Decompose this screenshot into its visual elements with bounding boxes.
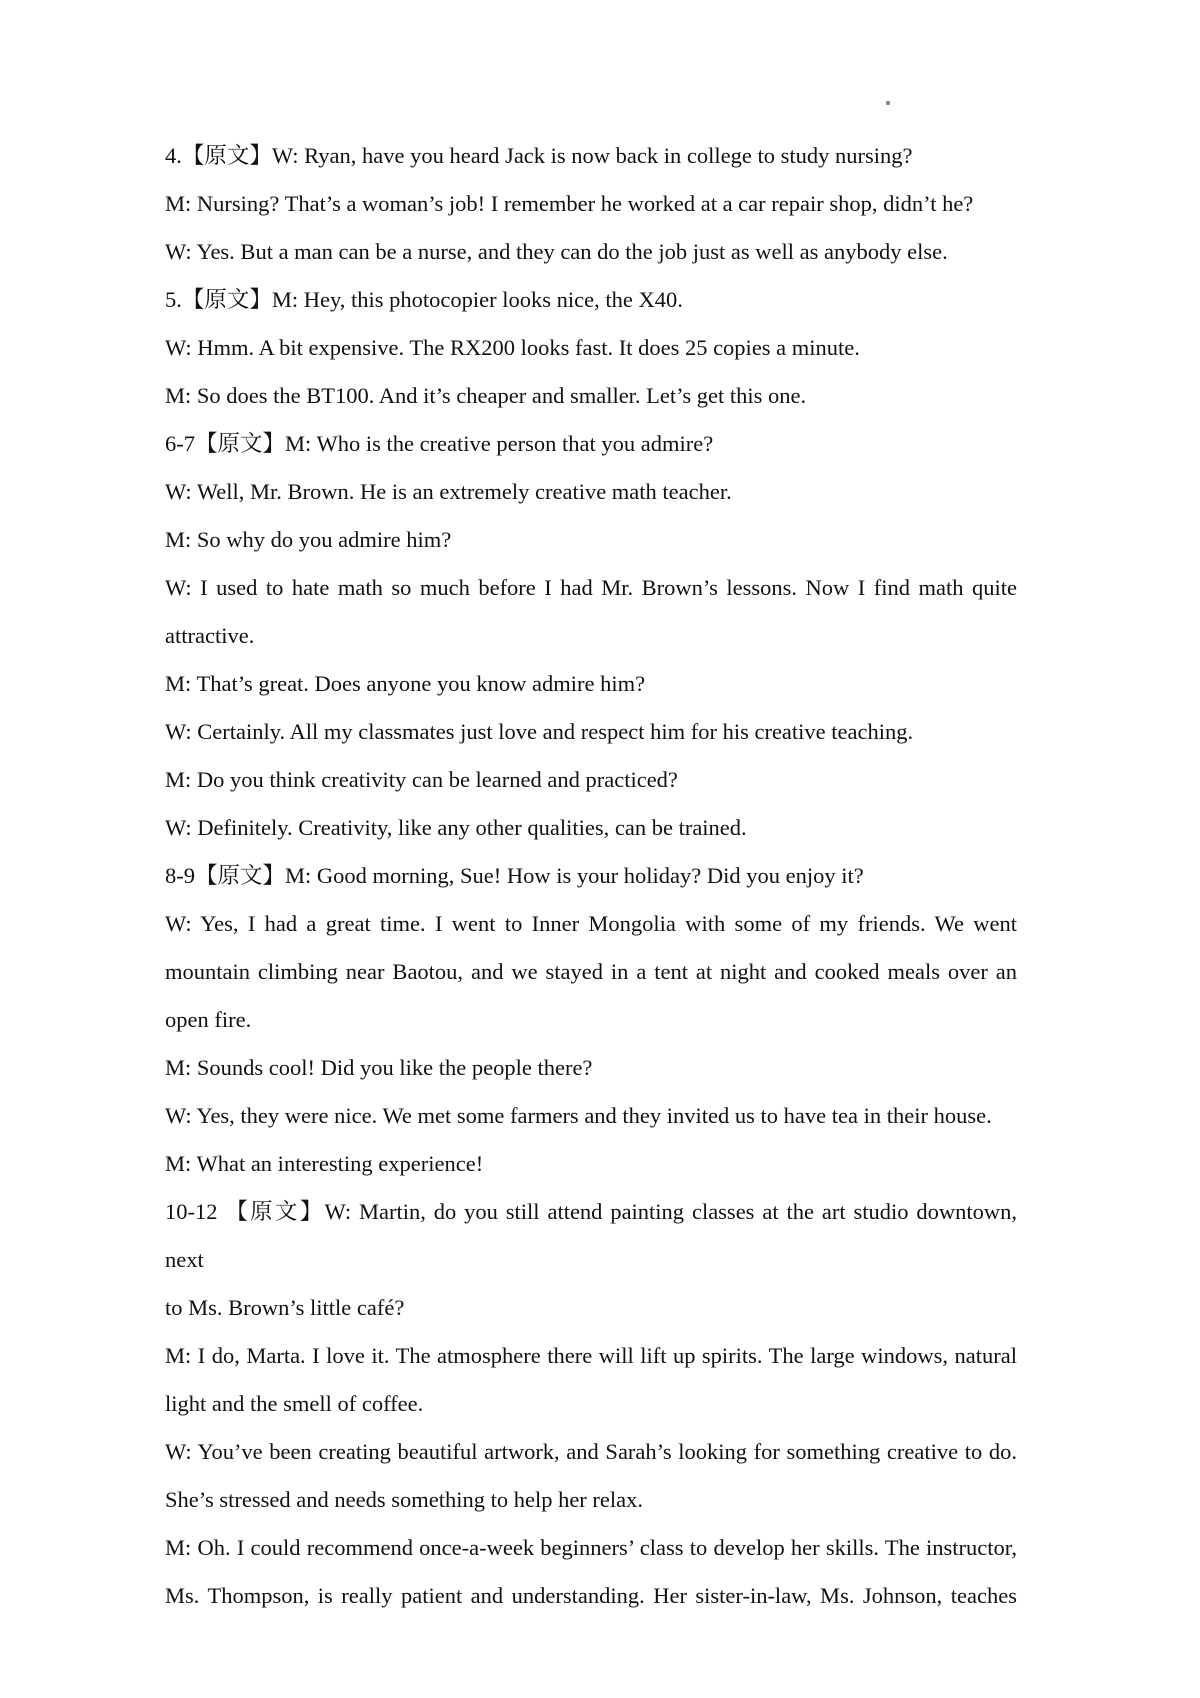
transcript-line: attractive.: [165, 623, 255, 648]
transcript-line: light and the smell of coffee.: [165, 1391, 424, 1416]
transcript-line: M: So why do you admire him?: [165, 527, 452, 552]
transcript-line: W: Yes. But a man can be a nurse, and they can do the job just as well as anybody else.: [165, 239, 948, 264]
transcript-line: W: I used to hate math so much before I had Mr. Brown’s lessons. Now I find math quite: [165, 575, 1017, 600]
transcript-line: M: Nursing? That’s a woman’s job! I remember he worked at a car repair shop, didn’t he?: [165, 191, 974, 216]
transcript-line: She’s stressed and needs something to help her relax.: [165, 1487, 644, 1512]
transcript-line: Ms. Thompson, is really patient and understanding. Her sister-in-law, Ms. Johnson, teaches: [165, 1583, 1017, 1608]
transcript-line: 5.【原文】M: Hey, this photocopier looks nice, the X40.: [165, 287, 683, 312]
transcript-line: M: So does the BT100. And it’s cheaper and smaller. Let’s get this one.: [165, 383, 807, 408]
transcript-line: 10-12 【原文】W: Martin, do you still attend painting classes at the art studio downtown, next: [165, 1199, 1017, 1272]
transcript-line: M: That’s great. Does anyone you know admire him?: [165, 671, 646, 696]
transcript-line: W: Well, Mr. Brown. He is an extremely creative math teacher.: [165, 479, 732, 504]
transcript-line: 8-9【原文】M: Good morning, Sue! How is your holiday? Did you enjoy it?: [165, 863, 864, 888]
listening-transcript: [165, 132, 1017, 1620]
transcript-line: W: Yes, they were nice. We met some farmers and they invited us to have tea in their house.: [165, 1103, 992, 1128]
transcript-line: W: Definitely. Creativity, like any other qualities, can be trained.: [165, 815, 747, 840]
transcript-line: W: Yes, I had a great time. I went to Inner Mongolia with some of my friends. We went: [165, 911, 1017, 936]
transcript-line: M: I do, Marta. I love it. The atmosphere there will lift up spirits. The large windows, natural: [165, 1343, 1017, 1368]
transcript-line: mountain climbing near Baotou, and we stayed in a tent at night and cooked meals over an: [165, 959, 1017, 984]
transcript-line: M: Do you think creativity can be learned and practiced?: [165, 767, 678, 792]
transcript-line: open fire.: [165, 1007, 252, 1032]
transcript-line: W: Certainly. All my classmates just love and respect him for his creative teaching.: [165, 719, 914, 744]
transcript-line: M: Oh. I could recommend once-a-week beginners’ class to develop her skills. The instructor,: [165, 1535, 1017, 1560]
transcript-line: W: Hmm. A bit expensive. The RX200 looks fast. It does 25 copies a minute.: [165, 335, 860, 360]
transcript-line: 6-7【原文】M: Who is the creative person that you admire?: [165, 431, 714, 456]
transcript-line: W: You’ve been creating beautiful artwork, and Sarah’s looking for something creative to do.: [165, 1439, 1017, 1464]
stray-mark: [886, 101, 890, 105]
transcript-line: M: What an interesting experience!: [165, 1151, 484, 1176]
transcript-line: M: Sounds cool! Did you like the people there?: [165, 1055, 593, 1080]
transcript-line: to Ms. Brown’s little café?: [165, 1295, 405, 1320]
transcript-line: 4.【原文】W: Ryan, have you heard Jack is now back in college to study nursing?: [165, 143, 913, 168]
